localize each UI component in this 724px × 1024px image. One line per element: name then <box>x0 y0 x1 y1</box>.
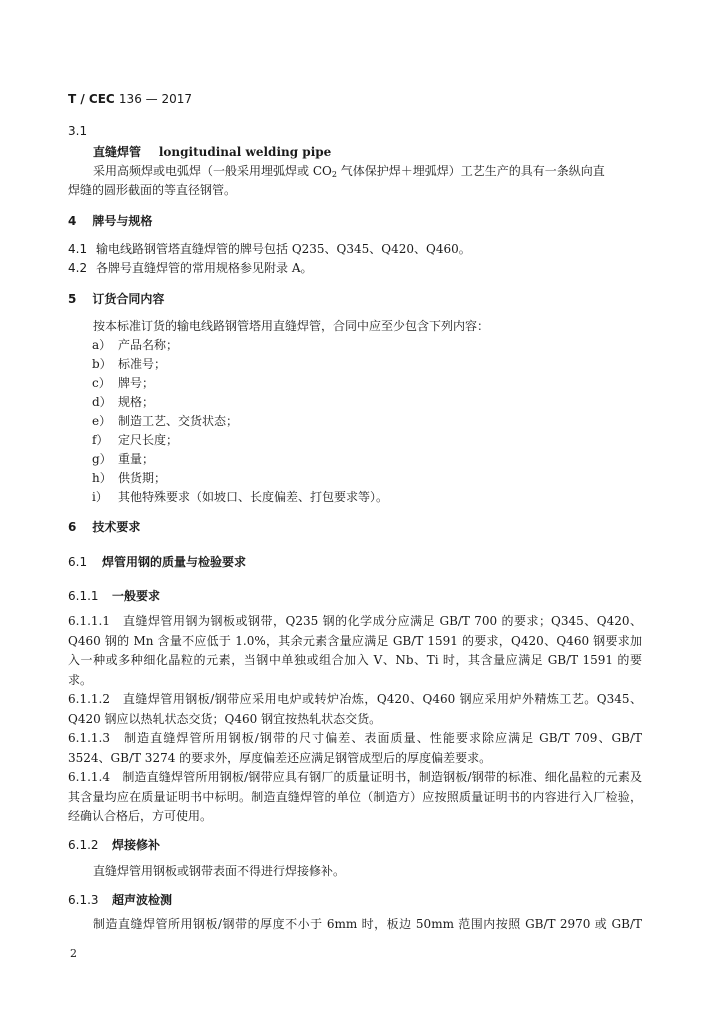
section-6-1-2-heading: 6.1.2 焊接修补 <box>68 838 161 852</box>
list-item: a） 产品名称； <box>92 338 179 352</box>
section-6-heading: 6 技术要求 <box>68 520 141 534</box>
section-5-intro: 按本标准订货的输电线路钢管塔用直缝焊管，合同中应至少包含下列内容： <box>93 319 490 333</box>
standard-number: 136 — 2017 <box>118 92 192 106</box>
clause-6-1-1-4: 6.1.1.4 制造直缝焊管所用钢板/钢带应具有钢厂的质量证明书，制造钢板/钢带的标准、细化晶粒的元素及其含量均应在质量证明书中标明。制造直缝焊管的单位（制造方）应按照质量证明书的内容进行入厂检验，经确认合格后，方可使用。 <box>68 770 642 823</box>
clause-6-1-1-3: 6.1.1.3 制造直缝焊管所用钢板/钢带的尺寸偏差、表面质量、性能要求除应满足 GB/T 709、GB/T 3524、GB/T 3274 的要求外，厚度偏差还应满足钢管成型后的厚度偏差要求。 <box>68 731 642 765</box>
term-definition-line1: 采用高频焊或电弧焊（一般采用埋弧焊或 $CO_2$ 气体保护焊＋埋弧焊）工艺生产的具有一条纵向直 <box>93 164 605 179</box>
term-english: longitudinal welding pipe <box>158 145 332 159</box>
clause-6-1-1-2: 6.1.1.2 直缝焊管用钢板/钢带应采用电炉或转炉冶炼，Q420、Q460 钢应采用炉外精炼工艺。Q345、Q420 钢应以热轧状态交货；Q460 钢宜按热轧状态交货。 <box>68 692 642 726</box>
list-item: e） 制造工艺、交货状态； <box>92 414 239 428</box>
clause-6-1-3-text: 制造直缝焊管所用钢板/钢带的厚度不小于 6mm 时，板边 50mm 范围内按照 GB/T 2970 或 GB/T <box>93 917 642 931</box>
list-item: f） 定尺长度； <box>92 433 179 447</box>
standard-prefix: T / CEC <box>68 92 115 106</box>
list-item: d） 规格； <box>92 395 155 409</box>
section-4-heading: 4 牌号与规格 <box>68 214 153 228</box>
clause-4-1: 4.1 输电线路钢管塔直缝焊管的牌号包括 Q235、Q345、Q420、Q460。 <box>68 242 471 256</box>
list-item: i） 其他特殊要求（如坡口、长度偏差、打包要求等）。 <box>92 490 389 504</box>
section-6-1-3-heading: 6.1.3 超声波检测 <box>68 893 173 907</box>
clause-6-1-1-1: 6.1.1.1 直缝焊管用钢为钢板或钢带，Q235 钢的化学成分应满足 GB/T 700 的要求；Q345、Q420、Q460 钢的 Mn 含量不应低于 1.0%，其余元素含量应满足 GB/T 1591 的要求，Q420、Q460 钢要求加入一种或多种细化晶粒的元素，当钢中单独或组合加入 V、Nb、Ti 时，其含量应满足 GB/T 1591 的要求。 <box>68 614 642 687</box>
clause-4-2: 4.2 各牌号直缝焊管的常用规格参见附录 A。 <box>68 261 313 275</box>
section-5-heading: 5 订货合同内容 <box>68 292 165 306</box>
list-item: c） 牌号； <box>92 376 155 390</box>
term-heading <box>93 143 331 160</box>
section-6-1-heading: 6.1 焊管用钢的质量与检验要求 <box>68 555 247 569</box>
clause-6-1-2-text: 直缝焊管用钢板或钢带表面不得进行焊接修补。 <box>93 864 346 878</box>
page-number: 2 <box>70 947 77 960</box>
list-item: b） 标准号； <box>92 357 167 371</box>
section-6-1-1-heading: 6.1.1 一般要求 <box>68 589 161 603</box>
term-chinese: 直缝焊管 <box>93 145 142 159</box>
clause-number-3-1: 3.1 <box>68 124 88 138</box>
list-item: h） 供货期； <box>92 471 167 485</box>
list-item: g） 重量； <box>92 452 155 466</box>
subscript-2: 2 <box>331 170 337 179</box>
term-definition-line2: 焊缝的圆形截面的等直径钢管。 <box>68 183 237 197</box>
document-header <box>68 92 192 106</box>
